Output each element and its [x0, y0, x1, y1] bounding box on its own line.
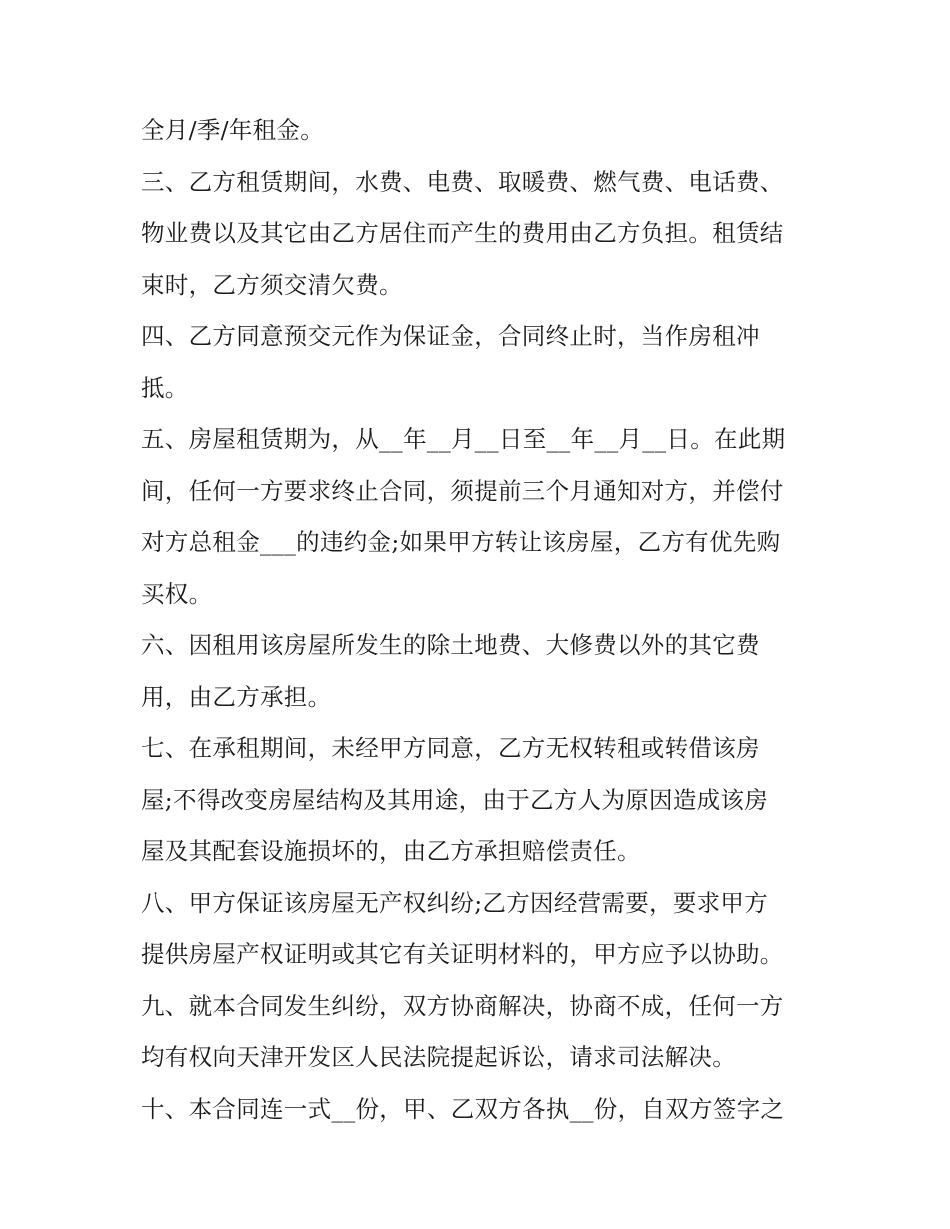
text-line-18: 九、就本合同发生纠纷，双方协商解决，协商不成，任何一方: [141, 991, 784, 1020]
text-line-16: 八、甲方保证该房屋无产权纠纷;乙方因经营需要，要求甲方: [141, 888, 769, 917]
text-line-14: 屋;不得改变房屋结构及其用途，由于乙方人为原因造成该房: [141, 785, 769, 814]
text-line-19: 均有权向天津开发区人民法院提起诉讼，请求司法解决。: [141, 1043, 736, 1071]
text-line-10: 买权。: [141, 579, 213, 608]
text-line-4: 束时，乙方须交清欠费。: [141, 270, 403, 299]
text-line-12: 用，由乙方承担。: [141, 682, 332, 711]
text-line-3: 物业费以及其它由乙方居住而产生的费用由乙方负担。租赁结: [141, 219, 784, 247]
text-line-17: 提供房屋产权证明或其它有关证明材料的，甲方应予以协助。: [141, 940, 784, 968]
contract-body-text: [141, 105, 821, 1135]
text-line-11: 六、因租用该房屋所发生的除土地费、大修费以外的其它费: [141, 631, 760, 659]
text-line-8: 间，任何一方要求终止合同，须提前三个月通知对方，并偿付: [141, 476, 784, 505]
text-line-13: 七、在承租期间，未经甲方同意，乙方无权转租或转借该房: [141, 734, 760, 762]
text-line-1: 全月/季/年租金。: [141, 116, 325, 144]
text-line-15: 屋及其配套设施损坏的，由乙方承担赔偿责任。: [141, 837, 641, 865]
text-line-7: 五、房屋租赁期为，从__年__月__日至__年__月__日。在此期: [141, 425, 786, 453]
text-line-6: 抵。: [141, 373, 189, 402]
text-line-9: 对方总租金___的违约金;如果甲方转让该房屋，乙方有优先购: [141, 528, 781, 556]
text-line-2: 三、乙方租赁期间，水费、电费、取暖费、燃气费、电话费、: [141, 167, 784, 196]
text-line-20: 十、本合同连一式__份，甲、乙双方各执__份，自双方签字之: [141, 1094, 785, 1123]
text-line-5: 四、乙方同意预交元作为保证金，合同终止时，当作房租冲: [141, 322, 760, 350]
